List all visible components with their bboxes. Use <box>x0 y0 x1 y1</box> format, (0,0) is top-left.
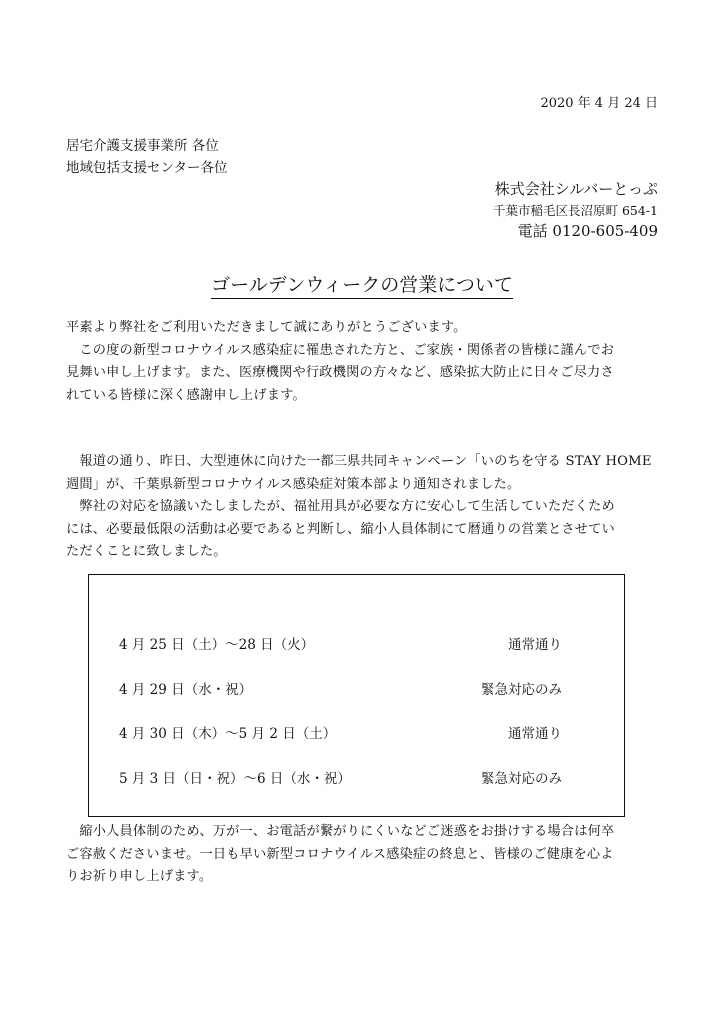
document-title-text: ゴールデンウィークの営業について <box>211 274 513 299</box>
paragraph-line: 弊社の対応を協議いたしましたが、福祉用具が必要な方に安心して生活していただくため <box>66 499 615 514</box>
sender-address: 千葉市稲毛区長沼原町 654-1 <box>492 203 658 218</box>
schedule-status: 緊急対応のみ <box>481 771 562 787</box>
paragraph-line: 週間」が、千葉県新型コロナウイルス感染症対策本部より通知されました。 <box>66 476 521 492</box>
paragraph-line: りお祈り申し上げます。 <box>66 869 213 884</box>
document-title <box>0 270 724 297</box>
paragraph-line: 報道の通り、昨日、大型連休に向けた一都三県共同キャンペーン「いのちを守る STAY HOME <box>66 454 652 469</box>
document-date: 2020 年 4 月 24 日 <box>540 96 658 111</box>
schedule-status: 緊急対応のみ <box>481 682 562 698</box>
recipient-care-offices: 居宅介護支援事業所 各位 <box>66 138 219 154</box>
paragraph-line: れている皆様に深く感謝申し上げます。 <box>66 387 306 403</box>
closing-paragraph <box>66 821 662 889</box>
schedule-date: 4 月 25 日（土）～28 日（火） <box>119 637 315 653</box>
schedule-status: 通常通り <box>508 726 562 742</box>
paragraph-line: 縮小人員体制のため、万が一、お電話が繋がりにくいなどご迷惑をお掛けする場合は何卒 <box>66 824 615 839</box>
paragraph-line: この度の新型コロナウイルス感染症に罹患された方と、ご家族・関係者の皆様に謹んでお <box>66 342 615 358</box>
schedule-date: 4 月 30 日（木）～5 月 2 日（土） <box>119 726 337 742</box>
paragraph-line: ただくことに致しました。 <box>66 544 227 559</box>
paragraph-line: 平素より弊社をご利用いただきまして誠にありがとうございます。 <box>66 320 467 335</box>
sender-company: 株式会社シルバーとっぷ <box>494 180 658 198</box>
recipient-support-centers: 地域包括支援センター各位 <box>66 160 228 176</box>
schedule-status: 通常通り <box>508 637 562 653</box>
paragraph-line: には、必要最低限の活動は必要であると判断し、縮小人員体制にて暦通りの営業とさせてい <box>66 521 615 537</box>
schedule-date: 4 月 29 日（水・祝） <box>119 682 253 698</box>
schedule-date: 5 月 3 日（日・祝）～6 日（水・祝） <box>119 771 351 787</box>
announcement-paragraph <box>66 451 662 564</box>
paragraph-line: ご容赦くださいませ。一日も早い新型コロナウイルス感染症の終息と、皆様のご健康を心よ <box>66 846 614 862</box>
paragraph-line: 見舞い申し上げます。また、医療機関や行政機関の方々など、感染拡大防止に日々ご尽力さ <box>66 365 614 380</box>
greeting-paragraph <box>66 317 662 407</box>
schedule-box <box>88 574 625 817</box>
sender-phone: 電話 0120-605-409 <box>517 222 658 240</box>
